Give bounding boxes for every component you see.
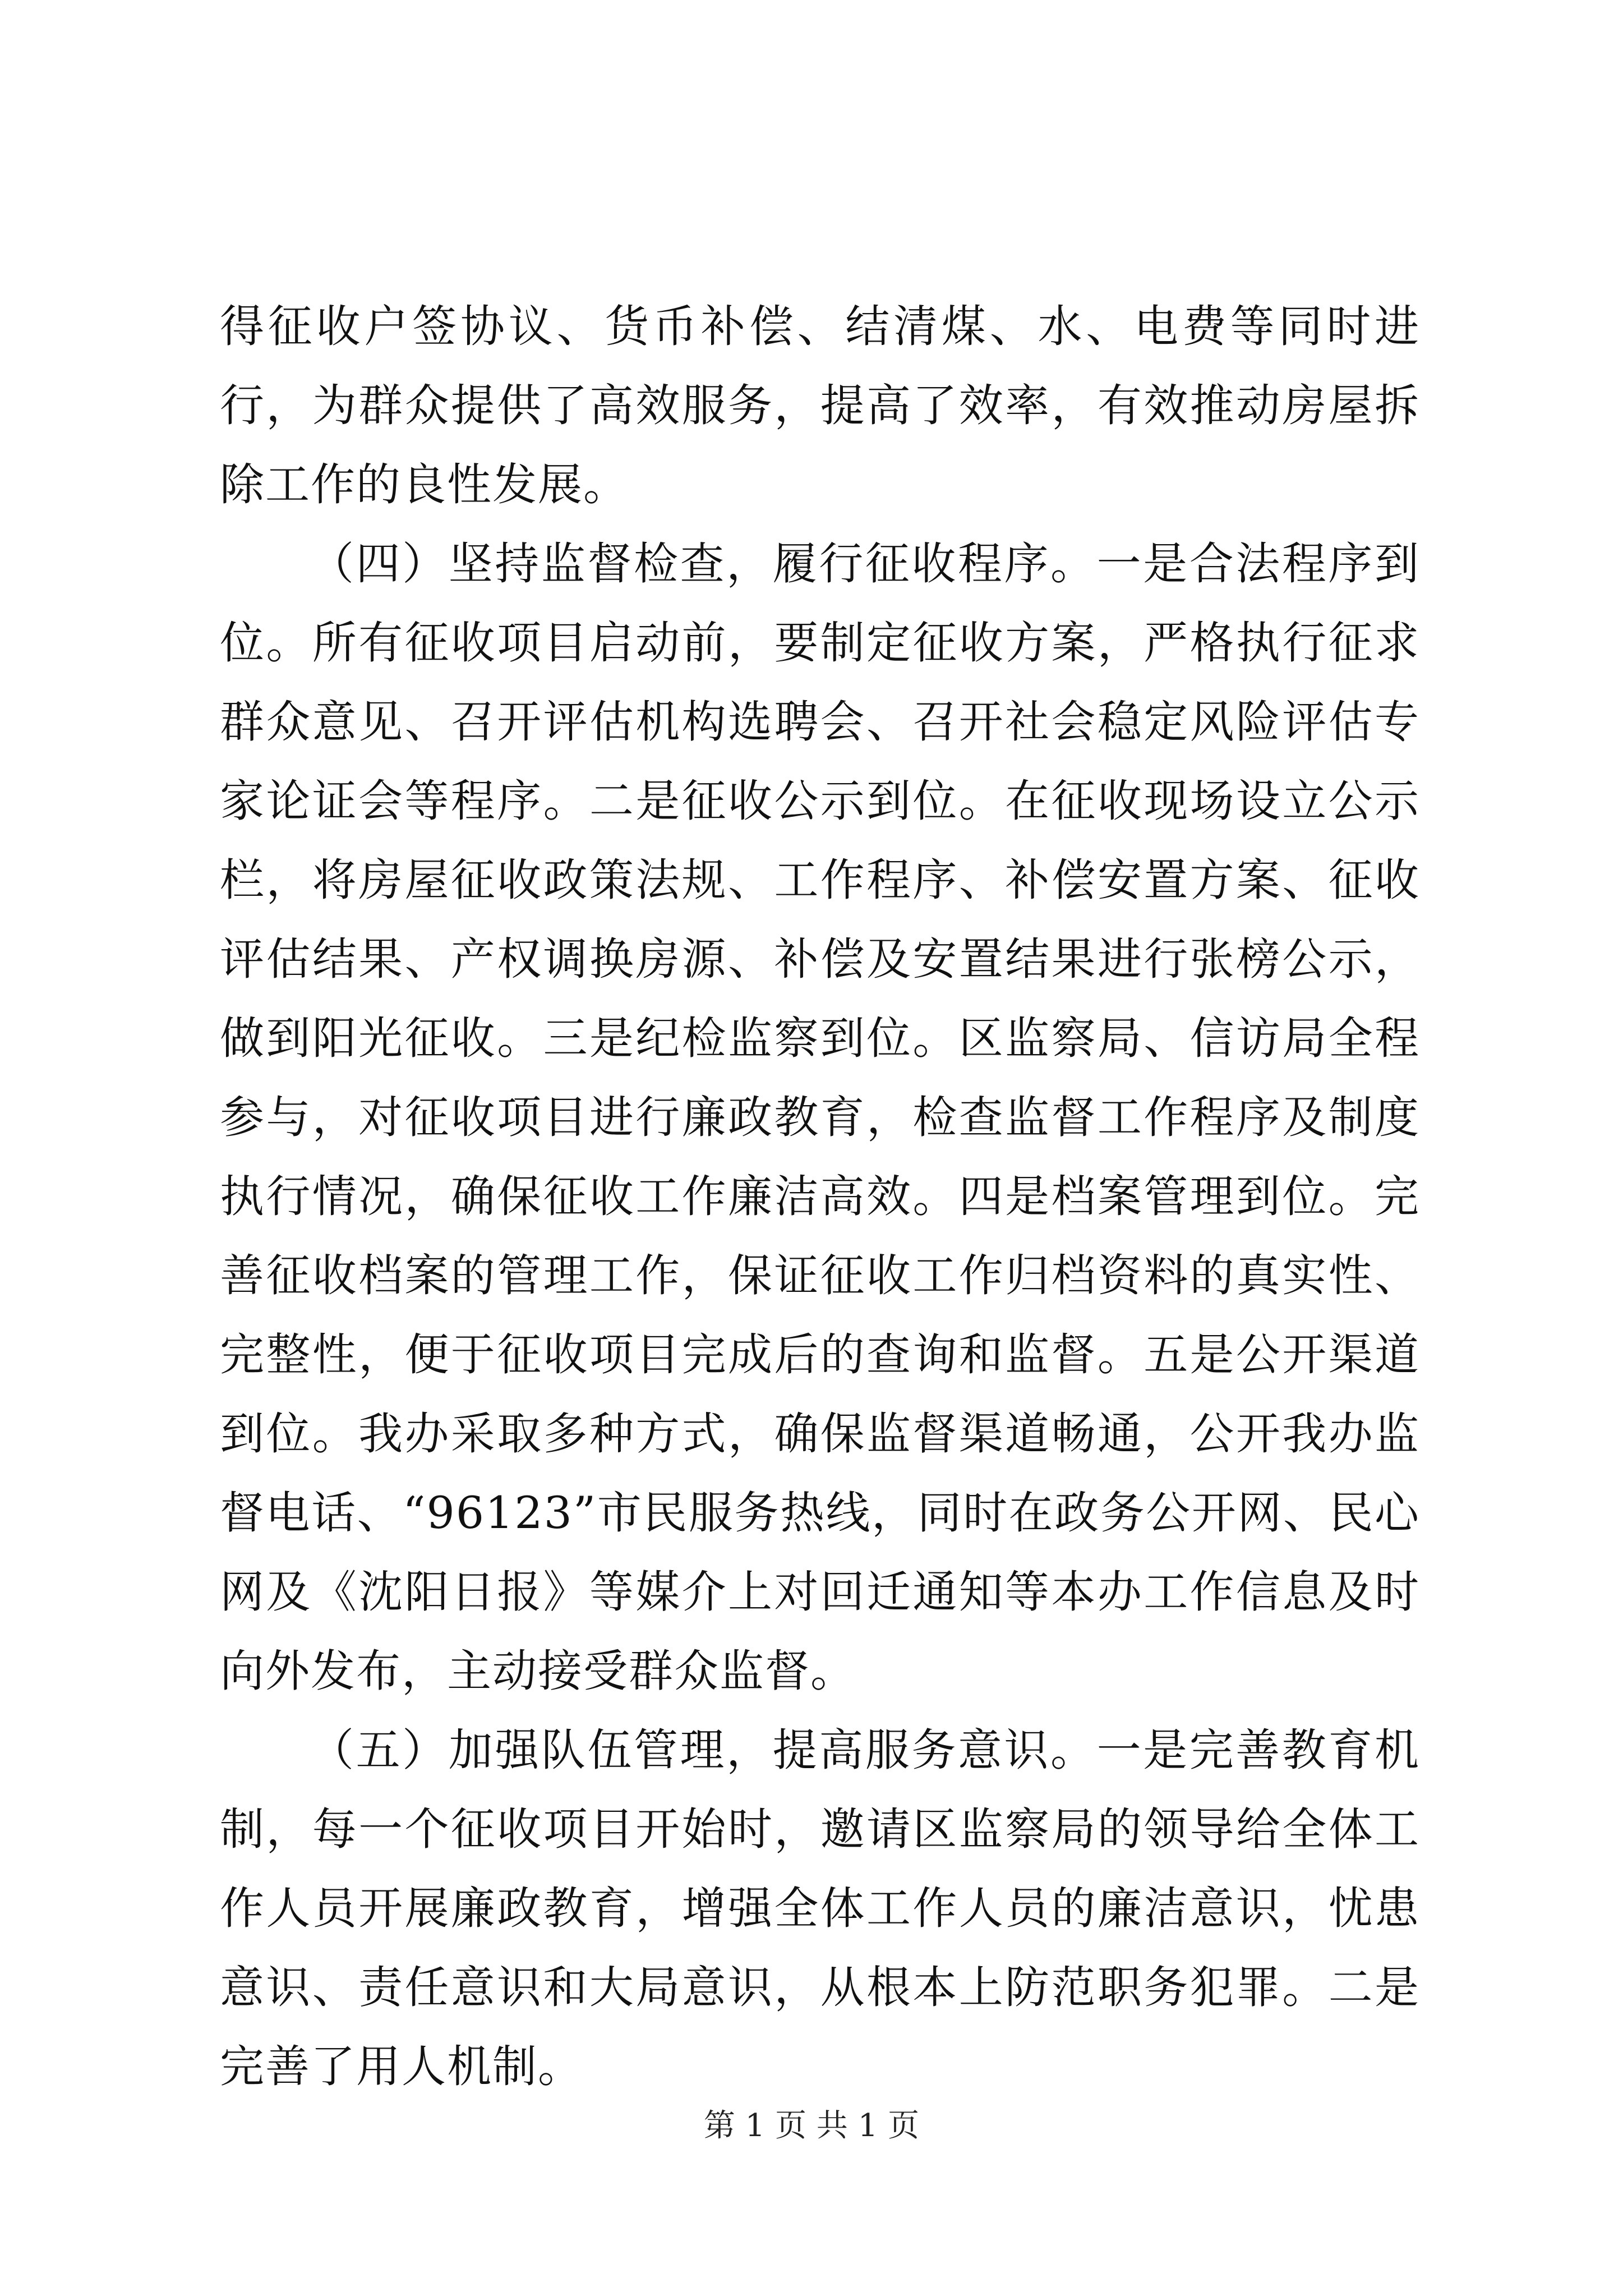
paragraph-section-four: （四）坚持监督检查，履行征收程序。一是合法程序到位。所有征收项目启动前，要制定征收方案，严格执行征求群众意见、召开评估机构选聘会、召开社会稳定风险评估专家论证会等程序。二是征收公示到位。在征收现场设立公示栏，将房屋征收政策法规、工作程序、补偿安置方案、征收评估结果、产权调换房源、补偿及安置结果进行张榜公示，做到阳光征收。三是纪检监察到位。区监察局、信访局全程参与，对征收项目进行廉政教育，检查监督工作程序及制度执行情况，确保征收工作廉洁高效。四是档案管理到位。完善征收档案的管理工作，保证征收工作归档资料的真实性、完整性，便于征收项目完成后的查询和监督。五是公开渠道到位。我办采取多种方式，确保监督渠道畅通，公开我办监督电话、“96123”市民服务热线，同时在政务公开网、民心网及《沈阳日报》等媒介上对回迁通知等本办工作信息及时向外发布，主动接受群众监督。 <box>220 538 1420 1697</box>
paragraph-section-five: （五）加强队伍管理，提高服务意识。一是完善教育机制，每一个征收项目开始时，邀请区监察局的领导给全体工作人员开展廉政教育，增强全体工作人员的廉洁意识，忧患意识、责任意识和大局意识，从根本上防范职务犯罪。二是完善了用人机制。 <box>220 1724 1420 2092</box>
paragraph-continuation: 得征收户签协议、货币补偿、结清煤、水、电费等同时进行，为群众提供了高效服务，提高了效率，有效推动房屋拆除工作的良性发展。 <box>220 301 1420 510</box>
document-body <box>220 287 1420 2106</box>
page-footer: 第 1 页 共 1 页 <box>703 2108 920 2144</box>
